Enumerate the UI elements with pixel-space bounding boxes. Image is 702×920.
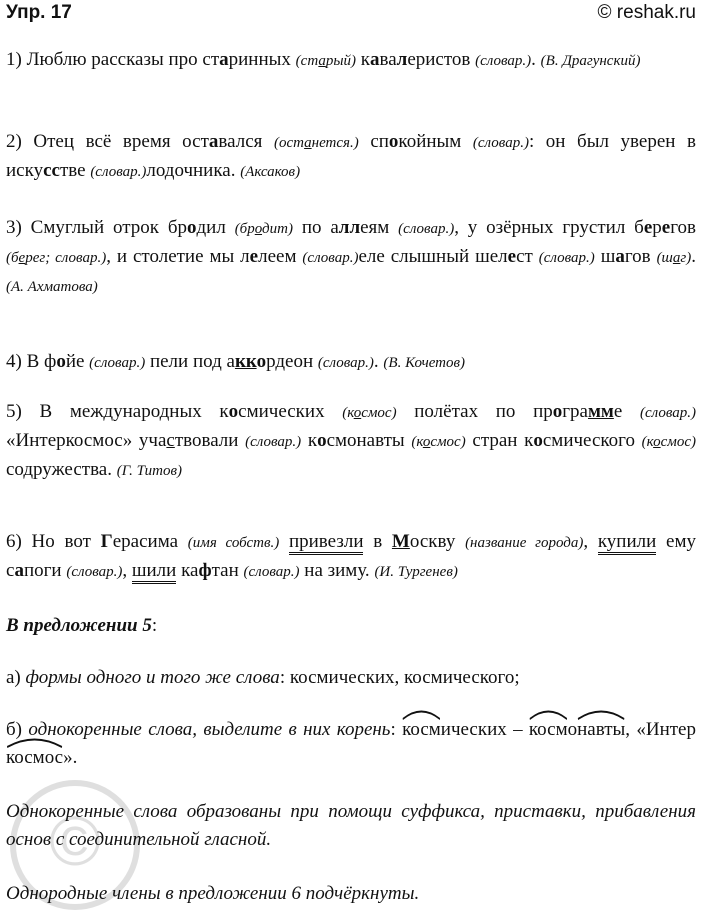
- site-credit: © reshak.ru: [597, 2, 696, 23]
- answer-b: б) однокоренные слова, выделите в них корень: космических – космо навты, «Интер космос».: [6, 716, 696, 772]
- sentence-5: 5) В международных космических (космос) полётах по программе (словар.) «Интеркосмос» участвовали (словар.) космонавты (космос) стран космического (космос) содружества. (Г. Титов): [6, 401, 697, 480]
- answer-a: а) формы одного и того же слова: космических, космического;: [6, 667, 520, 688]
- root-arc: косм: [529, 716, 568, 744]
- root-arc: косм: [402, 716, 441, 744]
- root-arc: навты: [577, 716, 625, 744]
- sentence-6: 6) Но вот Герасима (имя собств.) привезли в Москву (название города), купили ему сапоги (словар.), шили кафтан (словар.) на зиму. (И. Тургенев): [6, 528, 696, 586]
- sentence-4: 4) В фойе (словар.) пели под аккордеон (словар.). (В. Кочетов): [6, 351, 466, 372]
- underlined-predicate: привезли: [289, 531, 364, 555]
- svg-text:©: ©: [49, 802, 101, 880]
- sentence-3: 3) Смуглый отрок бродил (бродит) по аллеям (словар.), у озёрных грустил берегов (берег; словар.), и столетие мы лелеем (словар.)еле слышный шелест (словар.) шагов (шаг). (А. Ахматова): [6, 217, 697, 295]
- root-arc: космос: [6, 744, 63, 772]
- watermark-logo: [0, 770, 150, 920]
- sentence-1: 1) Люблю рассказы про старинных (старый) кавалеристов (словар.). (В. Драгунский): [6, 49, 641, 70]
- conclusion-2: Однородные члены в предложении 6 подчёркнуты.: [6, 883, 420, 904]
- task-heading: В предложении 5:: [6, 615, 158, 636]
- underlined-predicate: шили: [132, 560, 176, 584]
- sentence-2: 2) Отец всё время оставался (останется.) спокойным (словар.): он был уверен в искусстве (словар.)лодочника. (Аксаков): [6, 131, 696, 181]
- exercise-title: Упр. 17: [6, 2, 72, 23]
- underlined-predicate: купили: [598, 531, 656, 555]
- conclusion-1: Однокоренные слова образованы при помощи суффикса, приставки, прибавления основ с соединительной гласной.: [6, 801, 696, 850]
- page-header: [0, 0, 702, 30]
